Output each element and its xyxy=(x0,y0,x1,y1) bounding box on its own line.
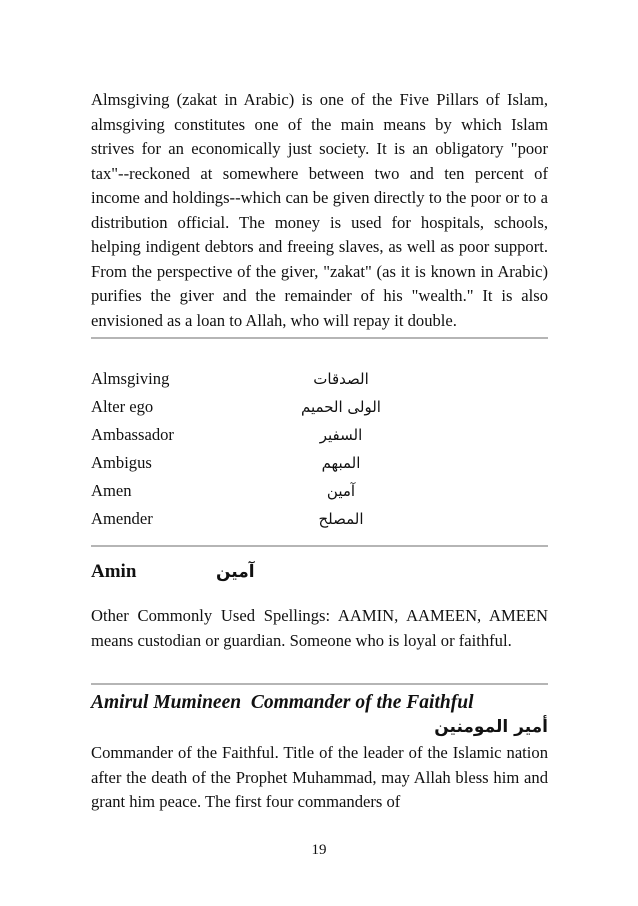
page-number: 19 xyxy=(311,842,327,858)
glossary-term-en: Amender xyxy=(91,509,153,528)
glossary-term-en: Almsgiving xyxy=(91,369,170,388)
glossary-row xyxy=(91,421,548,449)
glossary-term-en: Ambigus xyxy=(91,453,152,472)
glossary-term-en: Alter ego xyxy=(91,397,154,416)
amin-body: Other Commonly Used Spellings: AAMIN, AAMEEN, AMEEN means custodian or guardian. Someone who is loyal or faithful. xyxy=(91,606,548,650)
glossary-term-ar: المصلح xyxy=(318,510,364,528)
glossary-term-en: Amen xyxy=(91,481,132,500)
amin-heading xyxy=(91,557,548,587)
section-divider xyxy=(91,545,548,547)
glossary-row xyxy=(91,505,548,533)
amirul-title-en: Amirul Mumineen Commander of the Faithful xyxy=(91,692,474,713)
intro-paragraph: Almsgiving (zakat in Arabic) is one of the Five Pillars of Islam, almsgiving constitutes one of the main means by which Islam strives for an economically just society. It is an obligatory "poor tax"--reckoned at somewhere between two and ten percent of income and holdings--which can be given directly to the poor or to a distribution official. The money is used for hospitals, schools, helping indigent debtors and freeing slaves, as well as poor support. From the perspective of the giver, "zakat" (as it is known in Arabic) purifies the giver and the remainder of his "wealth." It is also envisioned as a loan to Allah, who will repay it double. xyxy=(91,90,548,330)
section-divider xyxy=(91,337,548,339)
amirul-body: Commander of the Faithful. Title of the leader of the Islamic nation after the death of the Prophet Muhammad, may Allah bless him and grant him peace. The first four commanders of xyxy=(91,743,548,811)
glossary-row xyxy=(91,365,548,393)
glossary-term-ar: المبهم xyxy=(321,454,361,472)
glossary-term-en: Ambassador xyxy=(91,425,174,444)
document-page xyxy=(91,88,548,815)
amin-title-ar: آمين xyxy=(216,562,255,582)
section-divider xyxy=(91,683,548,685)
glossary-term-ar: آمين xyxy=(326,482,356,500)
amirul-title-ar: أمير المومنين xyxy=(434,717,548,737)
glossary-term-ar: الولى الحميم xyxy=(301,398,381,416)
glossary-row xyxy=(91,449,548,477)
glossary-list xyxy=(91,365,548,533)
glossary-term-ar: الصدقات xyxy=(313,370,369,388)
glossary-row xyxy=(91,477,548,505)
amin-title-en: Amin xyxy=(91,561,137,582)
glossary-term-ar: السفير xyxy=(319,426,363,444)
glossary-row xyxy=(91,393,548,421)
